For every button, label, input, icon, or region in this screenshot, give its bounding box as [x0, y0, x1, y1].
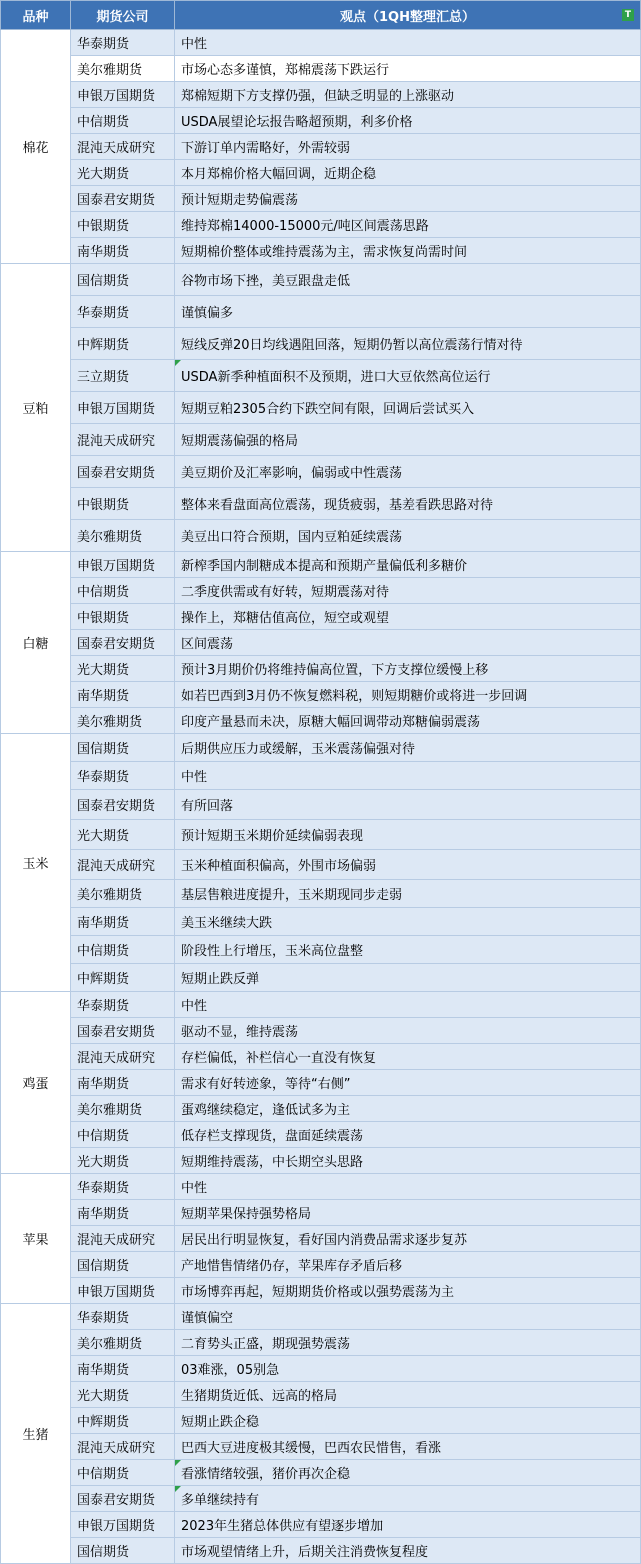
company-cell: 美尔雅期货 [71, 1096, 175, 1122]
table-row [1, 1148, 641, 1174]
company-cell: 光大期货 [71, 1382, 175, 1408]
table-row [1, 264, 641, 296]
table-row [1, 1460, 641, 1486]
table-row [1, 1512, 641, 1538]
company-cell: 南华期货 [71, 908, 175, 936]
company-cell: 国信期货 [71, 1252, 175, 1278]
table-row [1, 134, 641, 160]
view-cell: 阶段性上行增压，玉米高位盘整 [175, 936, 641, 964]
company-cell: 混沌天成研究 [71, 1226, 175, 1252]
variety-cell: 玉米 [1, 734, 71, 992]
view-cell: 二育势头正盛，期现强势震荡 [175, 1330, 641, 1356]
view-cell: 中性 [175, 30, 641, 56]
table-row [1, 1356, 641, 1382]
company-cell: 国信期货 [71, 1538, 175, 1564]
variety-cell: 苹果 [1, 1174, 71, 1304]
table-row [1, 820, 641, 850]
table-row [1, 552, 641, 578]
company-cell: 混沌天成研究 [71, 134, 175, 160]
company-cell: 华泰期货 [71, 762, 175, 790]
table-row [1, 238, 641, 264]
view-cell: 中性 [175, 762, 641, 790]
view-cell: 谨慎偏多 [175, 296, 641, 328]
table-row [1, 604, 641, 630]
table-row [1, 456, 641, 488]
view-cell: 蛋鸡继续稳定，逢低试多为主 [175, 1096, 641, 1122]
table-row [1, 1096, 641, 1122]
view-cell: 玉米种植面积偏高，外围市场偏弱 [175, 850, 641, 880]
table-row [1, 1044, 641, 1070]
company-cell: 华泰期货 [71, 30, 175, 56]
company-cell: 中银期货 [71, 488, 175, 520]
company-cell: 光大期货 [71, 1148, 175, 1174]
view-cell: 美玉米继续大跌 [175, 908, 641, 936]
header-view [175, 1, 641, 30]
view-cell: 短期棉价整体或维持震荡为主，需求恢复尚需时间 [175, 238, 641, 264]
view-cell: 新榨季国内制糖成本提高和预期产量偏低利多糖价 [175, 552, 641, 578]
view-cell: 需求有好转迹象，等待“右侧” [175, 1070, 641, 1096]
company-cell: 混沌天成研究 [71, 1044, 175, 1070]
view-cell: 短线反弹20日均线遇阻回落，短期仍暂以高位震荡行情对待 [175, 328, 641, 360]
table-row [1, 1434, 641, 1460]
company-cell: 中辉期货 [71, 328, 175, 360]
view-cell: 中性 [175, 992, 641, 1018]
table-row [1, 1018, 641, 1044]
company-cell: 中信期货 [71, 578, 175, 604]
view-cell: 短期豆粕2305合约下跌空间有限，回调后尝试买入 [175, 392, 641, 424]
table-row [1, 1252, 641, 1278]
view-cell: 如若巴西到3月仍不恢复燃料税，则短期糖价或将进一步回调 [175, 682, 641, 708]
company-cell: 南华期货 [71, 238, 175, 264]
company-cell: 美尔雅期货 [71, 708, 175, 734]
view-cell: 产地惜售情绪仍存，苹果库存矛盾后移 [175, 1252, 641, 1278]
variety-cell: 鸡蛋 [1, 992, 71, 1174]
company-cell: 中银期货 [71, 604, 175, 630]
company-cell: 混沌天成研究 [71, 1434, 175, 1460]
table-row [1, 1122, 641, 1148]
view-cell: 美豆期价及汇率影响，偏弱或中性震荡 [175, 456, 641, 488]
table-row [1, 186, 641, 212]
table-row [1, 82, 641, 108]
table-row [1, 424, 641, 456]
table-row [1, 1330, 641, 1356]
company-cell: 华泰期货 [71, 1304, 175, 1330]
company-cell: 中信期货 [71, 108, 175, 134]
view-cell: 整体来看盘面高位震荡，现货疲弱，基差看跌思路对待 [175, 488, 641, 520]
view-cell: 低存栏支撑现货，盘面延续震荡 [175, 1122, 641, 1148]
company-cell: 中辉期货 [71, 1408, 175, 1434]
table-row [1, 682, 641, 708]
table-row [1, 392, 641, 424]
company-cell: 美尔雅期货 [71, 880, 175, 908]
table-row [1, 212, 641, 238]
variety-cell: 豆粕 [1, 264, 71, 552]
view-cell: 维持郑棉14000-15000元/吨区间震荡思路 [175, 212, 641, 238]
company-cell: 三立期货 [71, 360, 175, 392]
view-cell: 市场心态多谨慎，郑棉震荡下跌运行 [175, 56, 641, 82]
company-cell: 申银万国期货 [71, 1512, 175, 1538]
view-cell: 市场博弈再起，短期期货价格或以强势震荡为主 [175, 1278, 641, 1304]
table-row [1, 488, 641, 520]
table-row [1, 630, 641, 656]
company-cell: 华泰期货 [71, 296, 175, 328]
view-cell: 后期供应压力或缓解，玉米震荡偏强对待 [175, 734, 641, 762]
table-row [1, 762, 641, 790]
variety-cell: 生猪 [1, 1304, 71, 1564]
table-row [1, 1408, 641, 1434]
view-cell: 短期维持震荡，中长期空头思路 [175, 1148, 641, 1174]
table-row [1, 296, 641, 328]
company-cell: 南华期货 [71, 1356, 175, 1382]
view-cell: 郑棉短期下方支撑仍强，但缺乏明显的上涨驱动 [175, 82, 641, 108]
company-cell: 美尔雅期货 [71, 56, 175, 82]
company-cell: 中信期货 [71, 1122, 175, 1148]
table-row [1, 992, 641, 1018]
company-cell: 混沌天成研究 [71, 424, 175, 456]
company-cell: 光大期货 [71, 656, 175, 682]
view-cell: 基层售粮进度提升，玉米期现同步走弱 [175, 880, 641, 908]
table-row [1, 908, 641, 936]
table-row [1, 734, 641, 762]
table-row [1, 964, 641, 992]
header-row [1, 1, 641, 30]
company-cell: 南华期货 [71, 682, 175, 708]
company-cell: 国信期货 [71, 264, 175, 296]
table-row [1, 108, 641, 134]
view-cell: 驱动不显，维持震荡 [175, 1018, 641, 1044]
company-cell: 中信期货 [71, 1460, 175, 1486]
company-cell: 国泰君安期货 [71, 1018, 175, 1044]
table-row [1, 1174, 641, 1200]
variety-cell: 白糖 [1, 552, 71, 734]
company-cell: 国泰君安期货 [71, 630, 175, 656]
view-cell: 短期苹果保持强势格局 [175, 1200, 641, 1226]
table-row [1, 328, 641, 360]
view-cell: 03难涨，05别急 [175, 1356, 641, 1382]
table-row [1, 1200, 641, 1226]
spreadsheet-icon: T [622, 9, 634, 21]
company-cell: 南华期货 [71, 1070, 175, 1096]
table-row [1, 1304, 641, 1330]
company-cell: 南华期货 [71, 1200, 175, 1226]
view-cell: 操作上，郑糖估值高位，短空或观望 [175, 604, 641, 630]
company-cell: 美尔雅期货 [71, 1330, 175, 1356]
table-row [1, 1486, 641, 1512]
table-row [1, 360, 641, 392]
view-cell: 印度产量悬而未决，原糖大幅回调带动郑糖偏弱震荡 [175, 708, 641, 734]
variety-cell: 棉花 [1, 30, 71, 264]
view-cell: 预计3月期价仍将维持偏高位置，下方支撑位缓慢上移 [175, 656, 641, 682]
table-row [1, 1278, 641, 1304]
table-row [1, 520, 641, 552]
table-row [1, 880, 641, 908]
table-row [1, 708, 641, 734]
table-row [1, 790, 641, 820]
company-cell: 美尔雅期货 [71, 520, 175, 552]
company-cell: 光大期货 [71, 820, 175, 850]
view-cell: 区间震荡 [175, 630, 641, 656]
view-cell: 预计短期玉米期价延续偏弱表现 [175, 820, 641, 850]
view-cell: USDA新季种植面积不及预期，进口大豆依然高位运行 [175, 360, 641, 392]
company-cell: 国泰君安期货 [71, 186, 175, 212]
view-cell: 预计短期走势偏震荡 [175, 186, 641, 212]
view-cell: 2023年生猪总体供应有望逐步增加 [175, 1512, 641, 1538]
company-cell: 国信期货 [71, 734, 175, 762]
view-cell: 二季度供需或有好转，短期震荡对待 [175, 578, 641, 604]
table-row [1, 160, 641, 186]
table-row [1, 56, 641, 82]
view-cell: 谷物市场下挫，美豆跟盘走低 [175, 264, 641, 296]
table-row [1, 1070, 641, 1096]
view-cell: 巴西大豆进度极其缓慢，巴西农民惜售，看涨 [175, 1434, 641, 1460]
view-cell: 谨慎偏空 [175, 1304, 641, 1330]
company-cell: 华泰期货 [71, 1174, 175, 1200]
view-cell: 美豆出口符合预期，国内豆粕延续震荡 [175, 520, 641, 552]
view-cell: 短期止跌企稳 [175, 1408, 641, 1434]
view-cell: 短期震荡偏强的格局 [175, 424, 641, 456]
table-row [1, 936, 641, 964]
view-cell: 看涨情绪较强，猪价再次企稳 [175, 1460, 641, 1486]
company-cell: 中银期货 [71, 212, 175, 238]
table-row [1, 578, 641, 604]
company-cell: 国泰君安期货 [71, 456, 175, 488]
company-cell: 国泰君安期货 [71, 1486, 175, 1512]
table-row [1, 656, 641, 682]
company-cell: 混沌天成研究 [71, 850, 175, 880]
company-cell: 光大期货 [71, 160, 175, 186]
company-cell: 中信期货 [71, 936, 175, 964]
view-cell: 存栏偏低，补栏信心一直没有恢复 [175, 1044, 641, 1070]
company-cell: 申银万国期货 [71, 1278, 175, 1304]
view-cell: 短期止跌反弹 [175, 964, 641, 992]
view-cell: 中性 [175, 1174, 641, 1200]
view-cell: 本月郑棉价格大幅回调，近期企稳 [175, 160, 641, 186]
table-row [1, 1538, 641, 1564]
header-company: 期货公司 [71, 1, 175, 30]
view-cell: USDA展望论坛报告略超预期，利多价格 [175, 108, 641, 134]
company-cell: 申银万国期货 [71, 552, 175, 578]
company-cell: 申银万国期货 [71, 392, 175, 424]
view-cell: 有所回落 [175, 790, 641, 820]
view-cell: 多单继续持有 [175, 1486, 641, 1512]
company-cell: 中辉期货 [71, 964, 175, 992]
table-row [1, 1382, 641, 1408]
view-cell: 市场观望情绪上升，后期关注消费恢复程度 [175, 1538, 641, 1564]
header-view-label: 观点（1QH整理汇总） [340, 9, 475, 25]
view-cell: 下游订单内需略好，外需较弱 [175, 134, 641, 160]
company-cell: 申银万国期货 [71, 82, 175, 108]
table-row [1, 30, 641, 56]
table-row [1, 1226, 641, 1252]
view-cell: 生猪期货近低、远高的格局 [175, 1382, 641, 1408]
header-variety: 品种 [1, 1, 71, 30]
company-cell: 华泰期货 [71, 992, 175, 1018]
view-cell: 居民出行明显恢复，看好国内消费品需求逐步复苏 [175, 1226, 641, 1252]
table-row [1, 850, 641, 880]
company-cell: 国泰君安期货 [71, 790, 175, 820]
